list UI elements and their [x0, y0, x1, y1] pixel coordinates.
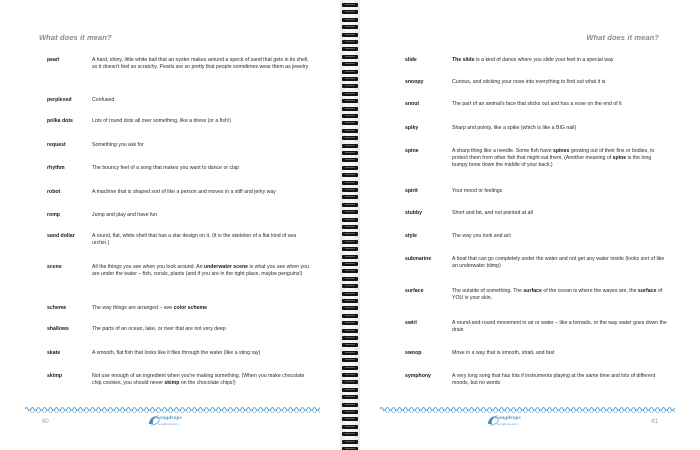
glossary-left [0, 0, 340, 450]
glossary-definition: The parts of an ocean, lake, or river that are not very deep [92, 326, 226, 332]
glossary-definition: Sharp and pointy, like a spike (which is like a BIG nail) [452, 125, 577, 131]
binding-coil [342, 166, 358, 170]
definition-text: is what you see when you are under the water – fish, corals, plants (and if you are in the right place, maybe penguins!) [92, 264, 309, 277]
glossary-term: request [47, 142, 66, 148]
logo-name: Songdrops [156, 415, 182, 421]
binding-coil [342, 129, 358, 133]
glossary-definition: A round-and-round movement in air or water – like a tornado, or the way water goes down the drain [452, 320, 667, 333]
binding-coil [342, 47, 358, 51]
glossary-definition: A smooth, flat fish that looks like it flies through the water (like a sting ray) [92, 350, 261, 356]
definition-emphasis: underwater scene [203, 264, 249, 270]
glossary-term: submarine [405, 256, 432, 262]
binding-coil [342, 343, 358, 347]
left-page [0, 0, 340, 450]
glossary-definition: A hard, shiny, little white ball that an oyster makes around a speck of sand that gets in its shell, so it doesn't feel so scratchy. Pearls are so pretty that people sometimes wear them as jewelry [92, 57, 309, 70]
glossary-definition: The bouncy feel of a song that makes you want to dance or clap [92, 165, 240, 171]
binding-coil [342, 181, 358, 185]
logo-name: Songdrops [495, 415, 521, 421]
binding-coil [342, 144, 358, 148]
glossary-entry-rhythm [47, 165, 309, 172]
glossary-definition [92, 264, 309, 278]
binding-coil [342, 40, 358, 44]
definition-text: All the things you see when you look around. An [92, 264, 204, 270]
definition-text: Not use enough of an ingredient when you're making something. (When you make chocolate chip cookies, you should never [92, 373, 305, 386]
binding-coil [342, 336, 358, 340]
definition-text: The outside of something. The [452, 288, 524, 294]
glossary-definition: Something you ask for [92, 142, 144, 148]
definition-emphasis: surface [523, 288, 542, 294]
logo-url: songdrops.com [158, 422, 179, 426]
glossary-definition: A very long song that has lots if instruments playing at the same time and lots of different moods, but no words [452, 373, 656, 386]
glossary-entry-spirit [405, 188, 667, 195]
glossary-definition: Lots of round dots all over something, like a dress (or a fish!) [92, 118, 231, 124]
definition-text: of YOU is your skin. [452, 288, 663, 301]
glossary-entry-perplexed [47, 97, 309, 104]
glossary-term: robot [47, 189, 61, 195]
glossary-term: pearl [47, 57, 60, 63]
glossary-term: romp [47, 212, 60, 218]
glossary-term: stubby [405, 210, 423, 216]
binding-coil [342, 395, 358, 399]
binding-coil [342, 425, 358, 429]
binding-coil [342, 329, 358, 333]
glossary-term: skate [47, 350, 61, 356]
glossary-entry-stubby [405, 210, 667, 217]
glossary-term: style [405, 233, 417, 239]
glossary-entry-sand-dollar [47, 233, 309, 247]
binding-coil [342, 247, 358, 251]
glossary-entry-swoop [405, 350, 667, 357]
definition-text: on the chocolate chips!) [179, 379, 236, 386]
glossary-term: swirl [405, 320, 417, 326]
songdrops-logo-left [147, 413, 193, 429]
glossary-entry-request [47, 142, 309, 149]
glossary-term: snoopy [405, 79, 424, 85]
definition-emphasis: color scheme [173, 305, 208, 311]
binding-coil [342, 440, 358, 444]
binding-coil [342, 62, 358, 66]
definition-emphasis: surface [637, 288, 657, 294]
glossary-term: swoop [405, 350, 422, 356]
glossary-term: slide [405, 57, 417, 63]
binding-coil [342, 284, 358, 288]
glossary-entry-spine [405, 148, 667, 168]
binding-coil [342, 366, 358, 370]
binding-coil [342, 417, 358, 421]
binding-coil [342, 188, 358, 192]
glossary-term: rhythm [47, 165, 65, 171]
glossary-entry-swirl [405, 320, 667, 334]
glossary-entry-surface [405, 288, 667, 302]
binding-coil [342, 70, 358, 74]
glossary-entry-shallows [47, 326, 309, 333]
glossary-definition [452, 57, 667, 64]
logo-url: songdrops.com [497, 422, 518, 426]
wave-divider-right [380, 405, 675, 413]
binding-coil [342, 114, 358, 118]
glossary-entry-skate [47, 350, 309, 357]
glossary-term: scene [47, 264, 62, 270]
glossary-definition [92, 373, 309, 387]
definition-text: growing out of their fins or bodies, to protect them from other fish that might eat them. (Another meaning of [452, 148, 655, 161]
glossary-entry-snout [405, 101, 667, 108]
spiral-binding [340, 0, 360, 450]
binding-coil [342, 403, 358, 407]
glossary-entry-slide [405, 57, 667, 64]
right-page [360, 0, 700, 450]
binding-coil [342, 292, 358, 296]
running-head-right: What does it mean? [586, 33, 659, 42]
binding-coil [342, 136, 358, 140]
glossary-term: spirit [405, 188, 418, 194]
glossary-entry-polka-dots [47, 118, 309, 125]
definition-text: is a kind of dance where you slide your feet in a special way [474, 57, 614, 63]
binding-coil [342, 299, 358, 303]
binding-coil [342, 25, 358, 29]
binding-coil [342, 195, 358, 199]
wave-divider-left [25, 405, 320, 413]
glossary-term: polka dots [47, 118, 73, 124]
glossary-entry-style [405, 233, 667, 240]
definition-text: A sharp thing like a needle. Some fish have [452, 148, 553, 154]
glossary-definition: A machine that is shaped sort of like a person and moves in a stiff and jerky way [92, 189, 276, 195]
glossary-term: scheme [47, 305, 67, 311]
binding-coil [342, 225, 358, 229]
glossary-entry-symphony [405, 373, 667, 387]
binding-coil [342, 432, 358, 436]
binding-coil [342, 410, 358, 414]
glossary-term: perplexed [47, 97, 72, 103]
binding-coil [342, 277, 358, 281]
glossary-term: snout [405, 101, 420, 107]
glossary-term: surface [405, 288, 424, 294]
binding-coil [342, 218, 358, 222]
binding-coil [342, 314, 358, 318]
binding-coil [342, 351, 358, 355]
binding-coil [342, 3, 358, 7]
glossary-definition: Jump and play and have fun [92, 212, 158, 218]
glossary-term: spiky [405, 125, 419, 131]
binding-coil [342, 306, 358, 310]
binding-coil [342, 358, 358, 362]
glossary-definition: Move in a way that is smooth, strait, and fast [452, 350, 555, 356]
glossary-entry-skimp [47, 373, 309, 387]
glossary-definition: Short and fat, and not pointed at all [452, 210, 533, 216]
glossary-entry-scene [47, 264, 309, 278]
binding-coil [342, 33, 358, 37]
glossary-definition: Your mood or feelings [452, 188, 503, 194]
songdrops-logo-right [486, 413, 532, 429]
glossary-entry-romp [47, 212, 309, 219]
glossary-entry-pearl [47, 57, 309, 71]
glossary-entry-spiky [405, 125, 667, 132]
glossary-definition: A boat that can go completely under the water and not get any water inside (looks sort of like an underwater blimp) [452, 256, 665, 269]
definition-text: is the long bumpy bone down the middle of your back.) [452, 154, 652, 168]
glossary-definition [452, 148, 667, 168]
glossary-entry-robot [47, 189, 309, 196]
binding-coil [342, 203, 358, 207]
binding-coil [342, 77, 358, 81]
glossary-term: sand dollar [47, 233, 75, 239]
glossary-definition: Confused [92, 97, 115, 103]
binding-coil [342, 255, 358, 259]
glossary-right [360, 0, 700, 450]
glossary-entry-snoopy [405, 79, 667, 86]
binding-coil [342, 55, 358, 59]
glossary-term: spine [405, 148, 419, 154]
definition-emphasis: The slide [452, 57, 475, 63]
binding-coil [342, 388, 358, 392]
definition-emphasis: skimp [164, 379, 180, 386]
glossary-definition: Curious, and sticking your nose into everything to find out what it is [452, 79, 606, 85]
binding-coil [342, 151, 358, 155]
binding-coil [342, 321, 358, 325]
glossary-entry-submarine [405, 256, 667, 270]
running-head-left: What does it mean? [39, 33, 112, 42]
glossary-definition: The part of an animal's face that sticks out and has a nose on the end of it [452, 101, 622, 107]
glossary-term: skimp [47, 373, 62, 379]
binding-coil [342, 232, 358, 236]
binding-coil [342, 99, 358, 103]
binding-coil [342, 18, 358, 22]
definition-emphasis: spine [612, 154, 627, 161]
binding-coil [342, 107, 358, 111]
binding-coil [342, 373, 358, 377]
binding-coil [342, 262, 358, 266]
glossary-term: shallows [47, 326, 69, 332]
glossary-entry-scheme [47, 305, 309, 312]
page-number-right: 61 [651, 419, 658, 425]
binding-coil [342, 240, 358, 244]
glossary-definition: The way you look and act [452, 233, 511, 239]
glossary-definition [92, 305, 309, 312]
glossary-definition: A round, flat, white shell that has a star design on it. (It is the skeleton of a flat kind of sea urchin.) [92, 233, 297, 246]
glossary-term: symphony [405, 373, 431, 379]
definition-text: of the ocean is where the waves are, the [541, 288, 638, 294]
definition-emphasis: spines [552, 148, 570, 154]
binding-coil [342, 158, 358, 162]
binding-coil [342, 10, 358, 14]
binding-coil [342, 173, 358, 177]
binding-coil [342, 84, 358, 88]
binding-coil [342, 92, 358, 96]
binding-coil [342, 121, 358, 125]
page-number-left: 60 [42, 419, 49, 425]
binding-coil [342, 210, 358, 214]
binding-coil [342, 380, 358, 384]
definition-text: The way things are arranged – see [92, 305, 174, 311]
glossary-definition [452, 288, 667, 302]
binding-coil [342, 269, 358, 273]
